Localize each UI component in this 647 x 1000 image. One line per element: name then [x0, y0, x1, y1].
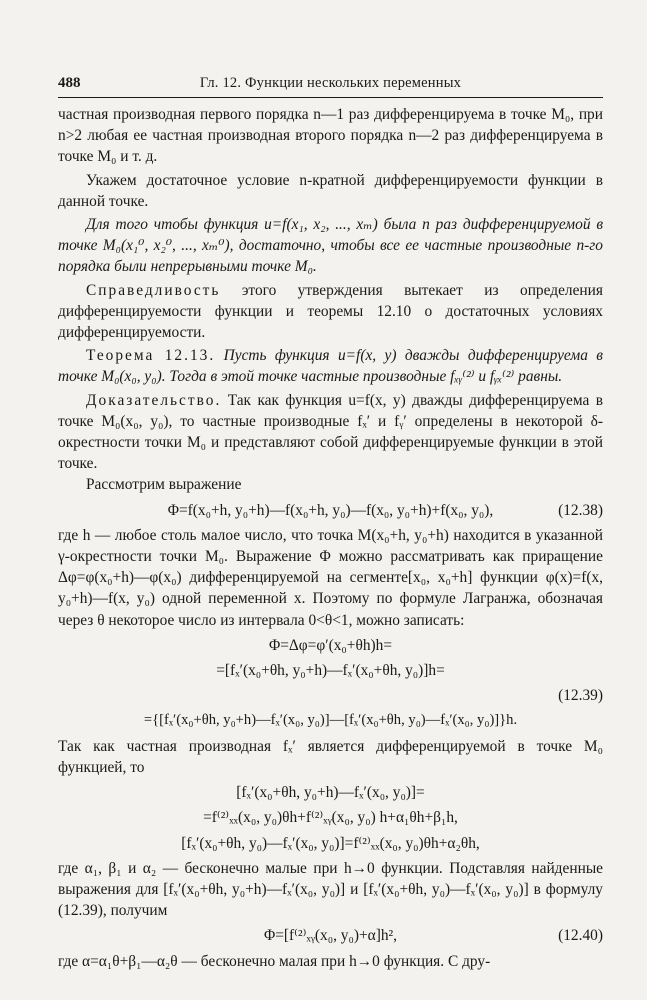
chapter-title: Гл. 12. Функции нескольких переменных	[199, 74, 462, 91]
proof-label: Доказательство.	[86, 391, 222, 409]
theorem-label: Теорема 12.13.	[86, 347, 216, 365]
equation-number: (12.39)	[558, 687, 603, 705]
paragraph: где h — любое столь малое число, что точка M(x₀+h, y₀+h) находится в указанной γ-окрестности точки M₀. Выражение Φ можно рассматривать как приращение Δφ=φ(x₀+h)—φ(x₀) дифференцируемой на сегменте[x₀, x₀+h] функции φ(x)=f(x, y₀+h)—f(x, y₀) одной переменной x. Поэтому по формуле Лагранжа, обозначая через θ некоторое число из интервала 0<θ<1, можно записать:	[58, 526, 603, 629]
formula-line: [fₓ′(x₀+θh, y₀)—fₓ′(x₀, y₀)]=f⁽²⁾ₓₓ(x₀, y₀)θh+α₂θh,	[181, 834, 480, 852]
theorem-text: Пусть функция u=f(x, y) дважды дифференцируема в точке M₀(x₀, y₀). Тогда в этой точке частные производные fₓᵧ⁽²⁾ и fᵧₓ⁽²⁾ равны.	[58, 347, 603, 386]
paragraph: Так как частная производная fₓ′ является дифференцируемой в точке M₀ функцией, то	[58, 737, 603, 776]
page-body	[58, 104, 603, 972]
proof: Доказательство. Так как функция u=f(x, y) дважды дифференцируема в точке M₀(x₀, y₀), то частные производные fₓ′ и fᵧ′ определены в некоторой δ-окрестности точки M₀ и представляют собой дифференцируемые функции в этой точке.	[58, 391, 603, 473]
page-number: 488	[58, 74, 81, 91]
formula-line: =f⁽²⁾ₓₓ(x₀, y₀)θh+f⁽²⁾ₓᵧ(x₀, y₀) h+α₁θh+β₁h,	[203, 809, 458, 827]
statement: Для того чтобы функция u=f(x₁, x₂, ..., xₘ) была n раз дифференцируемой в точке M₀(x₁⁰, x₂⁰, ..., xₘ⁰), достаточно, чтобы все ее частные производные n-го порядка были непрерывными точке M₀.	[58, 216, 603, 276]
paragraph: где α₁, β₁ и α₂ — бесконечно малые при h→0 функции. Подставляя найденные выражения для [fₓ′(x₀+θh, y₀+h)—fₓ′(x₀, y₀)] и [fₓ′(x₀+θh, y₀)—fₓ′(x₀, y₀)] в формулу (12.39), получим	[58, 859, 603, 920]
running-header	[58, 70, 603, 98]
spaced-lead: Справедливость	[86, 281, 221, 299]
paragraph: частная производная первого порядка n—1 раз дифференцируема в точке M₀, при n>2 любая ее частная производная второго порядка n—2 раз дифференцируема в точке M₀ и т. д.	[58, 106, 603, 166]
equation-12-39-line3: ={[fₓ′(x₀+θh, y₀+h)—fₓ′(x₀, y₀)]—[fₓ′(x₀+θh, y₀)—fₓ′(x₀, y₀)]}h.	[143, 712, 518, 729]
formula-line: [fₓ′(x₀+θh, y₀+h)—fₓ′(x₀, y₀)]=	[236, 784, 425, 802]
equation-number: (12.38)	[558, 501, 603, 519]
paragraph: Рассмотрим выражение	[86, 476, 242, 494]
paragraph: где α=α₁θ+β₁—α₂θ — бесконечно малая при h→0 функция. С дру-	[58, 952, 491, 970]
equation-12-39-line2: =[fₓ′(x₀+θh, y₀+h)—fₓ′(x₀+θh, y₀)]h=	[216, 662, 445, 680]
equation-12-40: Φ=[f⁽²⁾ₓᵧ(x₀, y₀)+α]h², (12.40)	[58, 925, 603, 946]
paragraph: Укажем достаточное условие n-кратной дифференцируемости функции в данной точке.	[58, 171, 603, 210]
theorem	[58, 345, 603, 387]
equation-number: (12.40)	[558, 927, 603, 945]
equation-12-38: Φ=f(x₀+h, y₀+h)—f(x₀+h, y₀)—f(x₀, y₀+h)+f(x₀, y₀), (12.38)	[58, 500, 603, 521]
equation-12-39-line1: Φ=Δφ=φ′(x₀+θh)h=	[268, 636, 393, 654]
paragraph: Справедливость этого утверждения вытекает из определения дифференцируемости функции и теоремы 12.10 о достаточных условиях дифференцируемости.	[58, 281, 603, 342]
